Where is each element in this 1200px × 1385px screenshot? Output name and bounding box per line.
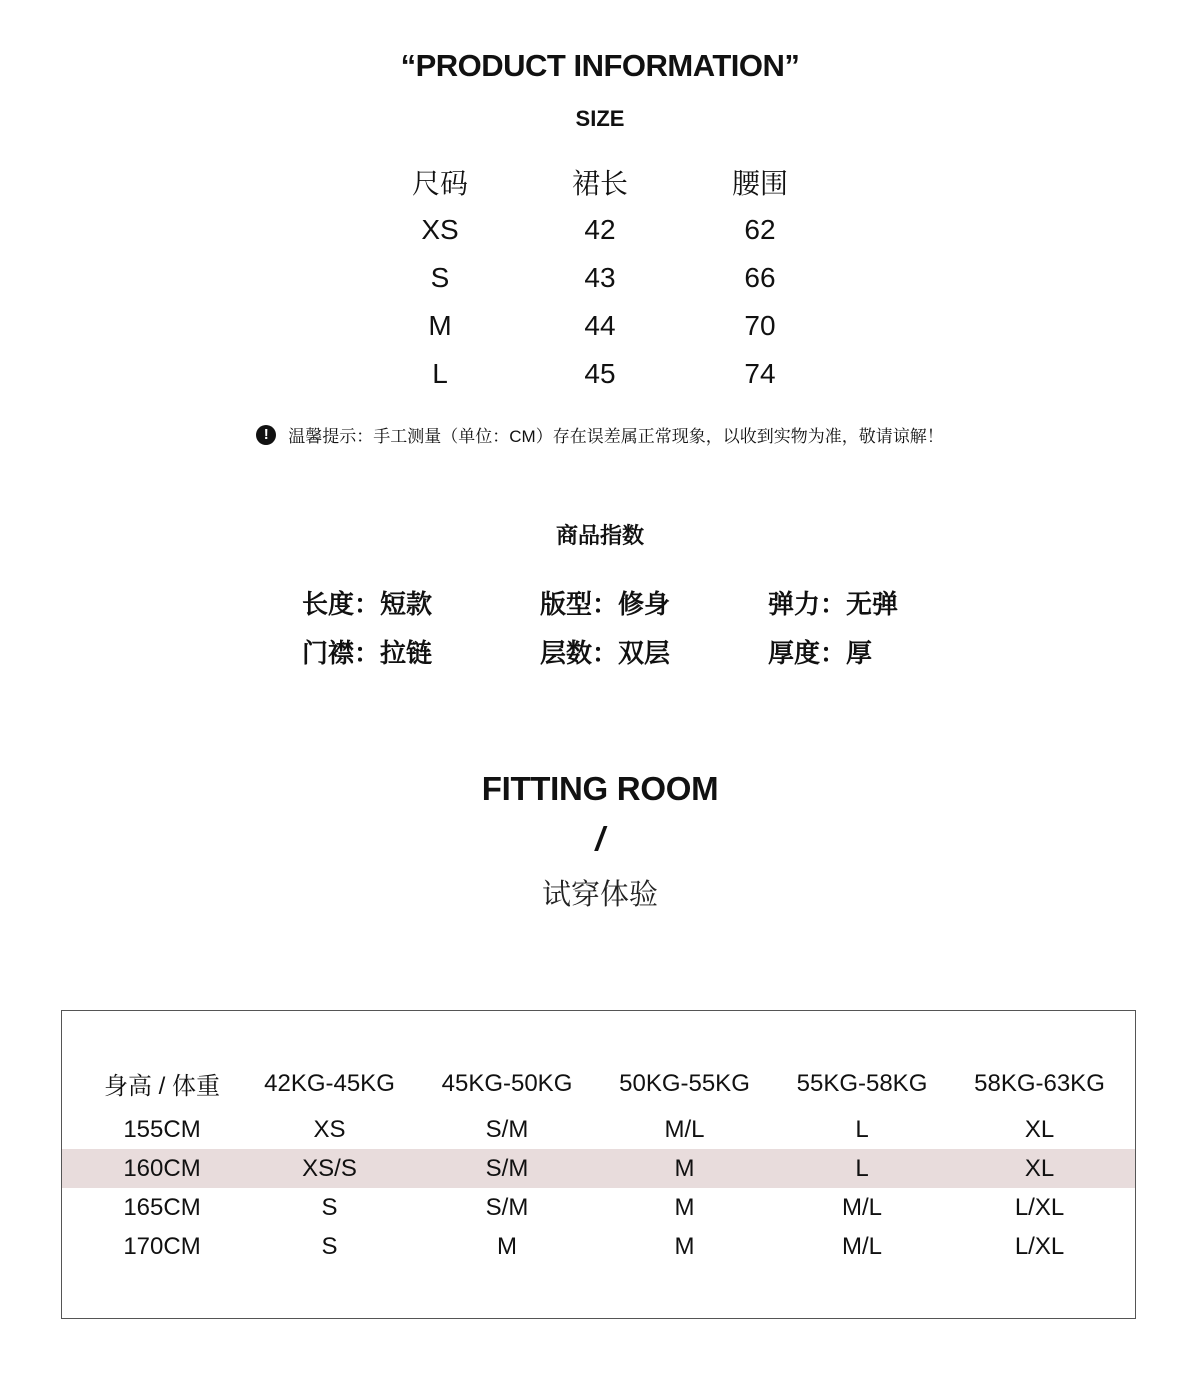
product-information-title: “PRODUCT INFORMATION”	[400, 48, 800, 83]
size-cell: S	[430, 262, 450, 293]
size-cell: 45	[584, 358, 616, 389]
attribute-stretch: 弹力：无弹	[768, 589, 899, 619]
fitting-table-row-highlighted	[62, 1149, 1135, 1188]
fitting-cell: 170CM	[123, 1232, 201, 1260]
fitting-cell: S/M	[485, 1193, 529, 1221]
size-cell: 43	[584, 262, 616, 293]
fitting-cell: M/L	[841, 1232, 882, 1260]
fitting-table-row	[62, 1110, 1135, 1149]
size-table-row	[350, 302, 850, 350]
fitting-room-title: FITTING ROOM	[481, 770, 719, 807]
fitting-cell: 165CM	[123, 1193, 201, 1221]
fitting-table-row	[62, 1188, 1135, 1227]
fitting-cell: M/L	[841, 1193, 882, 1221]
attribute-length: 长度：短款	[302, 589, 433, 619]
fitting-table-box	[61, 1010, 1136, 1319]
size-table	[350, 158, 850, 398]
exclamation-circle-icon: !	[256, 425, 276, 445]
fitting-cell: L	[855, 1154, 869, 1182]
fitting-room-subtitle: 试穿体验	[541, 879, 658, 911]
size-cell: 42	[584, 214, 616, 245]
fitting-cell: M	[674, 1193, 695, 1221]
size-cell: M	[428, 310, 452, 341]
product-index-title: 商品指数	[555, 523, 644, 548]
attribute-fit: 版型：修身	[540, 589, 671, 619]
size-table-header	[350, 158, 850, 206]
size-table-row	[350, 350, 850, 398]
attribute-row	[302, 627, 942, 676]
fitting-table-row	[62, 1227, 1135, 1266]
measurement-notice	[0, 422, 1200, 447]
attribute-row	[302, 578, 942, 627]
fitting-cell: XL	[1024, 1154, 1055, 1182]
attribute-thickness: 厚度：厚	[768, 638, 873, 668]
size-cell: XS	[421, 214, 459, 245]
size-cell: 74	[744, 358, 776, 389]
fitting-cell: M	[674, 1232, 695, 1260]
size-cell: 44	[584, 310, 616, 341]
product-attributes	[302, 578, 942, 676]
size-cell: 66	[744, 262, 776, 293]
size-cell: 70	[744, 310, 776, 341]
fitting-cell: S/M	[485, 1115, 529, 1143]
fitting-cell: 160CM	[123, 1154, 201, 1182]
fitting-cell: M	[674, 1154, 695, 1182]
fitting-cell: S	[321, 1193, 338, 1221]
fitting-cell: S	[321, 1232, 338, 1260]
fitting-table	[62, 1059, 1135, 1266]
size-header-cell: 腰围	[731, 168, 788, 199]
fitting-cell: XS/S	[302, 1154, 357, 1182]
fitting-cell: L	[855, 1115, 869, 1143]
fitting-cell: L/XL	[1014, 1193, 1065, 1221]
fitting-cell: XS	[313, 1115, 346, 1143]
fitting-header-cell: 45KG-50KG	[441, 1069, 573, 1097]
notice-text: 温馨提示：手工测量（单位：CM）存在误差属正常现象，以收到实物为准，敬请谅解！	[288, 427, 944, 446]
attribute-closure: 门襟：拉链	[302, 638, 433, 668]
fitting-cell: M	[497, 1232, 517, 1260]
fitting-cell: XL	[1024, 1115, 1055, 1143]
fitting-header-cell: 55KG-58KG	[796, 1069, 928, 1097]
fitting-cell: L/XL	[1014, 1232, 1065, 1260]
fitting-header-cell: 42KG-45KG	[264, 1069, 395, 1097]
size-table-row	[350, 206, 850, 254]
fitting-cell: M/L	[664, 1115, 705, 1143]
fitting-cell: 155CM	[123, 1115, 201, 1143]
size-table-row	[350, 254, 850, 302]
fitting-cell: S/M	[485, 1154, 529, 1182]
size-cell: L	[432, 358, 448, 389]
fitting-header-cell: 58KG-63KG	[974, 1069, 1105, 1097]
attribute-layers: 层数：双层	[540, 638, 671, 668]
fitting-header-cell: 50KG-55KG	[619, 1069, 750, 1097]
fitting-header-cell: 身高 / 体重	[103, 1073, 220, 1100]
size-subtitle: SIZE	[575, 106, 625, 131]
fitting-room-slash: /	[595, 820, 605, 857]
size-cell: 62	[744, 214, 776, 245]
size-header-cell: 尺码	[411, 168, 468, 199]
size-header-cell: 裙长	[571, 168, 628, 199]
fitting-table-header	[62, 1059, 1135, 1108]
